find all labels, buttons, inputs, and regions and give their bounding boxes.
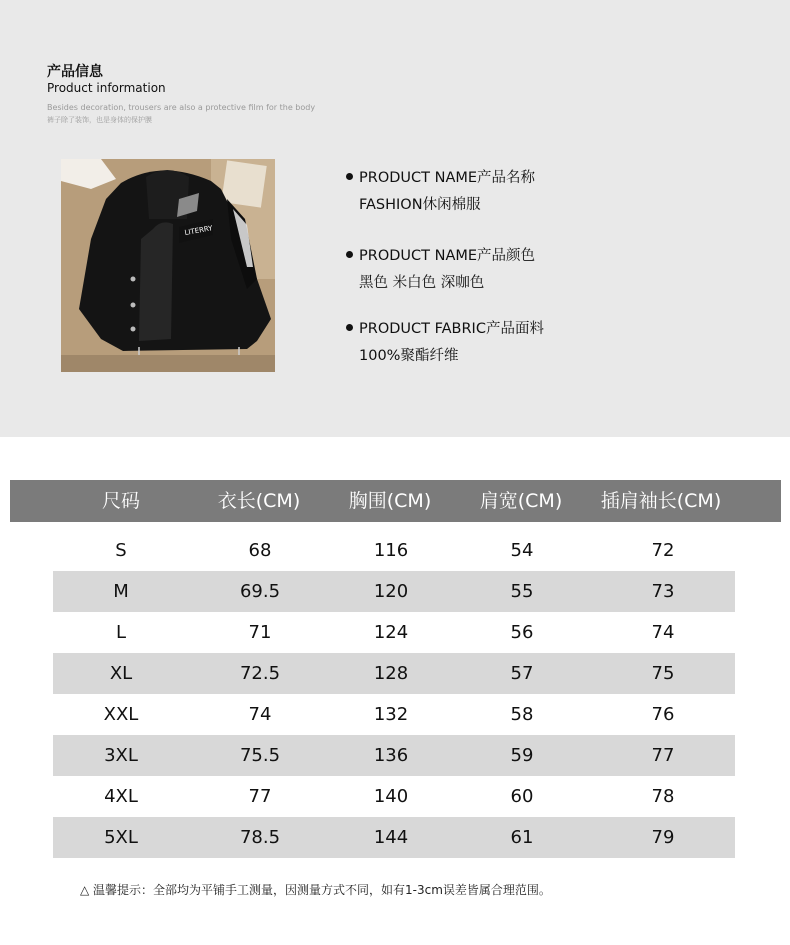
header-size: 尺码 <box>101 490 141 512</box>
spec-label: PRODUCT NAME产品名称 <box>359 170 536 186</box>
row-chest-cell: 128 <box>373 663 409 684</box>
row-sleeve-cell: 74 <box>651 622 675 643</box>
row-length-cell: 71 <box>248 622 272 643</box>
bullet-icon <box>346 251 353 258</box>
table-row <box>53 776 735 817</box>
table-row <box>53 694 735 735</box>
row-size-cell: 5XL <box>104 827 138 848</box>
spec-label: PRODUCT FABRIC产品面料 <box>359 321 544 337</box>
row-chest-cell: 140 <box>373 786 409 807</box>
row-size-cell: L <box>115 622 127 643</box>
table-row <box>53 817 735 858</box>
row-length-cell: 77 <box>248 786 272 807</box>
row-shoulder-cell: 59 <box>510 745 534 766</box>
row-length-cell: 78.5 <box>239 827 281 848</box>
table-row <box>53 571 735 612</box>
row-sleeve-cell: 79 <box>651 827 675 848</box>
row-sleeve-cell: 77 <box>651 745 675 766</box>
info-title-cn: 产品信息 <box>47 64 103 80</box>
table-row <box>53 612 735 653</box>
header-sleeve: 插肩袖长(CM) <box>600 490 722 512</box>
row-length-cell: 69.5 <box>239 581 281 602</box>
spec-value: FASHION休闲棉服 <box>359 197 481 213</box>
row-shoulder-cell: 61 <box>510 827 534 848</box>
row-chest-cell: 136 <box>373 745 409 766</box>
row-sleeve-cell: 75 <box>651 663 675 684</box>
spec-value: 100%聚酯纤维 <box>359 348 459 364</box>
row-size-cell: 3XL <box>104 745 138 766</box>
spec-product-name <box>346 166 535 214</box>
row-length-cell: 74 <box>248 704 272 725</box>
row-size-cell: XXL <box>103 704 139 725</box>
row-sleeve-cell: 72 <box>651 540 675 561</box>
size-chart-header <box>10 480 781 522</box>
product-info-section <box>0 0 790 437</box>
row-length-cell: 72.5 <box>239 663 281 684</box>
info-note-en: Besides decoration, trousers are also a protective film for the body <box>47 103 316 112</box>
header-shoulder: 肩宽(CM) <box>479 490 563 512</box>
table-row <box>53 530 735 571</box>
row-shoulder-cell: 55 <box>510 581 534 602</box>
row-shoulder-cell: 56 <box>510 622 534 643</box>
bullet-icon <box>346 324 353 331</box>
header-chest: 胸围(CM) <box>348 490 432 512</box>
jacket-print-text: LITERRY <box>183 224 214 237</box>
row-shoulder-cell: 57 <box>510 663 534 684</box>
row-sleeve-cell: 73 <box>651 581 675 602</box>
product-photo <box>61 159 275 372</box>
table-row <box>53 735 735 776</box>
spec-label: PRODUCT NAME产品颜色 <box>359 248 536 264</box>
bullet-icon <box>346 173 353 180</box>
spec-value: 黑色 米白色 深咖色 <box>359 275 485 291</box>
row-chest-cell: 124 <box>373 622 409 643</box>
spec-product-fabric <box>346 317 544 365</box>
row-chest-cell: 132 <box>373 704 409 725</box>
row-size-cell: XL <box>109 663 133 684</box>
measurement-footnote: △ 温馨提示：全部均为平铺手工测量，因测量方式不同，如有1-3cm误差皆属合理范围。 <box>80 883 551 897</box>
info-note-cn: 裤子除了装饰，也是身体的保护膜 <box>47 116 152 124</box>
row-chest-cell: 144 <box>373 827 409 848</box>
row-shoulder-cell: 54 <box>510 540 534 561</box>
row-size-cell: M <box>113 581 129 602</box>
row-size-cell: 4XL <box>104 786 138 807</box>
row-length-cell: 68 <box>248 540 272 561</box>
row-shoulder-cell: 58 <box>510 704 534 725</box>
row-size-cell: S <box>115 540 127 561</box>
row-sleeve-cell: 78 <box>651 786 675 807</box>
spec-product-color <box>346 244 535 292</box>
table-row <box>53 653 735 694</box>
header-length: 衣长(CM) <box>217 490 301 512</box>
row-shoulder-cell: 60 <box>510 786 534 807</box>
row-chest-cell: 116 <box>373 540 409 561</box>
row-sleeve-cell: 76 <box>651 704 675 725</box>
row-chest-cell: 120 <box>373 581 409 602</box>
info-title-en: Product information <box>47 81 166 95</box>
row-length-cell: 75.5 <box>239 745 281 766</box>
